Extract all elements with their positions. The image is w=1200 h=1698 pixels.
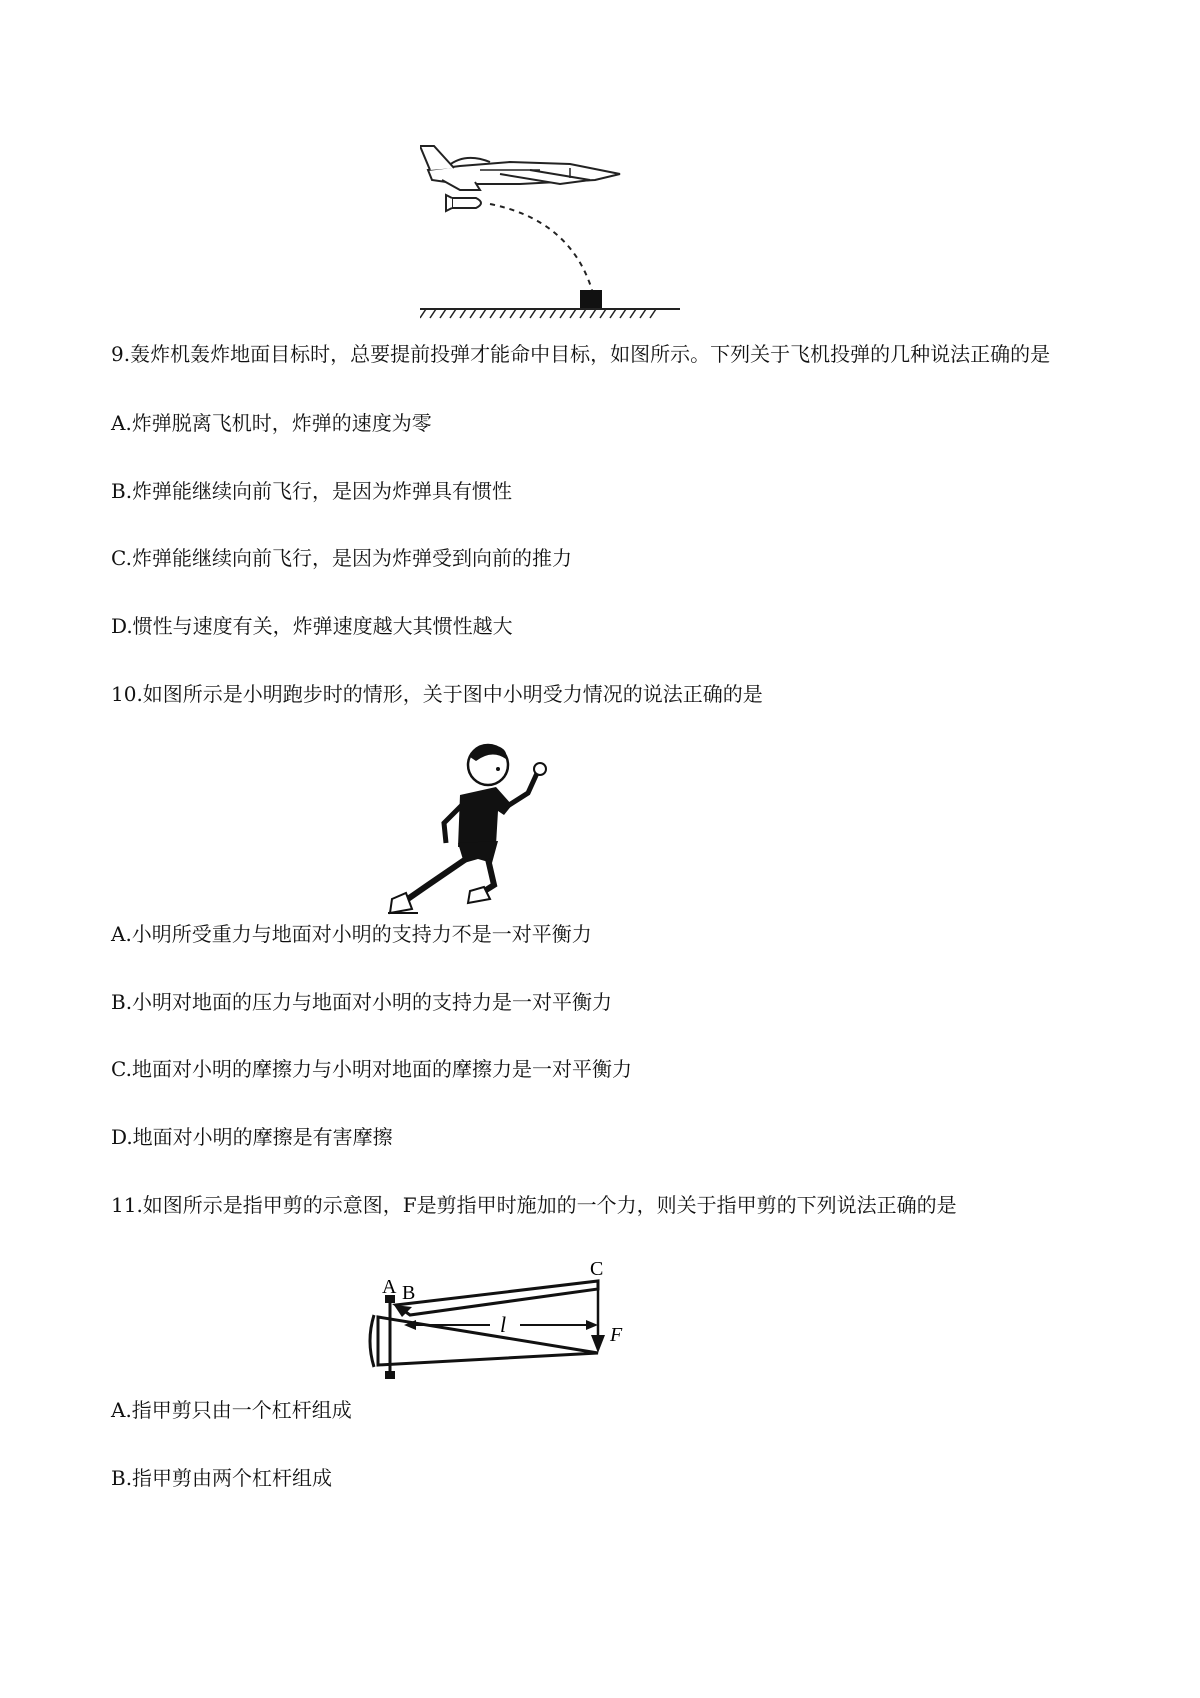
- q10-option-a: A.小明所受重力与地面对小明的支持力不是一对平衡力: [111, 922, 592, 946]
- label-b: B: [402, 1282, 416, 1304]
- q11-option-a: A.指甲剪只由一个杠杆组成: [111, 1398, 352, 1422]
- label-f: F: [610, 1324, 623, 1346]
- label-a: A: [382, 1276, 397, 1298]
- label-c: C: [590, 1258, 604, 1280]
- q9-option-a: A.炸弹脱离飞机时，炸弹的速度为零: [111, 411, 432, 435]
- q11-stem: 11.如图所示是指甲剪的示意图，F是剪指甲时施加的一个力，则关于指甲剪的下列说法正确的是: [111, 1193, 957, 1217]
- q10-option-d: D.地面对小明的摩擦是有害摩擦: [111, 1125, 393, 1149]
- bomber-figure: [420, 140, 680, 320]
- q9-option-b: B.炸弹能继续向前飞行，是因为炸弹具有惯性: [111, 479, 513, 503]
- q9-option-d: D.惯性与速度有关，炸弹速度越大其惯性越大: [111, 614, 513, 638]
- q10-option-b: B.小明对地面的压力与地面对小明的支持力是一对平衡力: [111, 990, 613, 1014]
- nail-clipper-figure: [360, 1253, 640, 1383]
- label-l: l: [500, 1312, 507, 1337]
- q11-option-b: B.指甲剪由两个杠杆组成: [111, 1466, 333, 1490]
- q10-option-c: C.地面对小明的摩擦力与小明对地面的摩擦力是一对平衡力: [111, 1057, 632, 1081]
- q9-option-c: C.炸弹能继续向前飞行，是因为炸弹受到向前的推力: [111, 546, 572, 570]
- q10-stem: 10.如图所示是小明跑步时的情形，关于图中小明受力情况的说法正确的是: [111, 682, 763, 706]
- running-boy-figure: [388, 735, 568, 915]
- q9-stem: 9.轰炸机轰炸地面目标时，总要提前投弹才能命中目标，如图所示。下列关于飞机投弹的几种说法正确的是: [111, 342, 1051, 366]
